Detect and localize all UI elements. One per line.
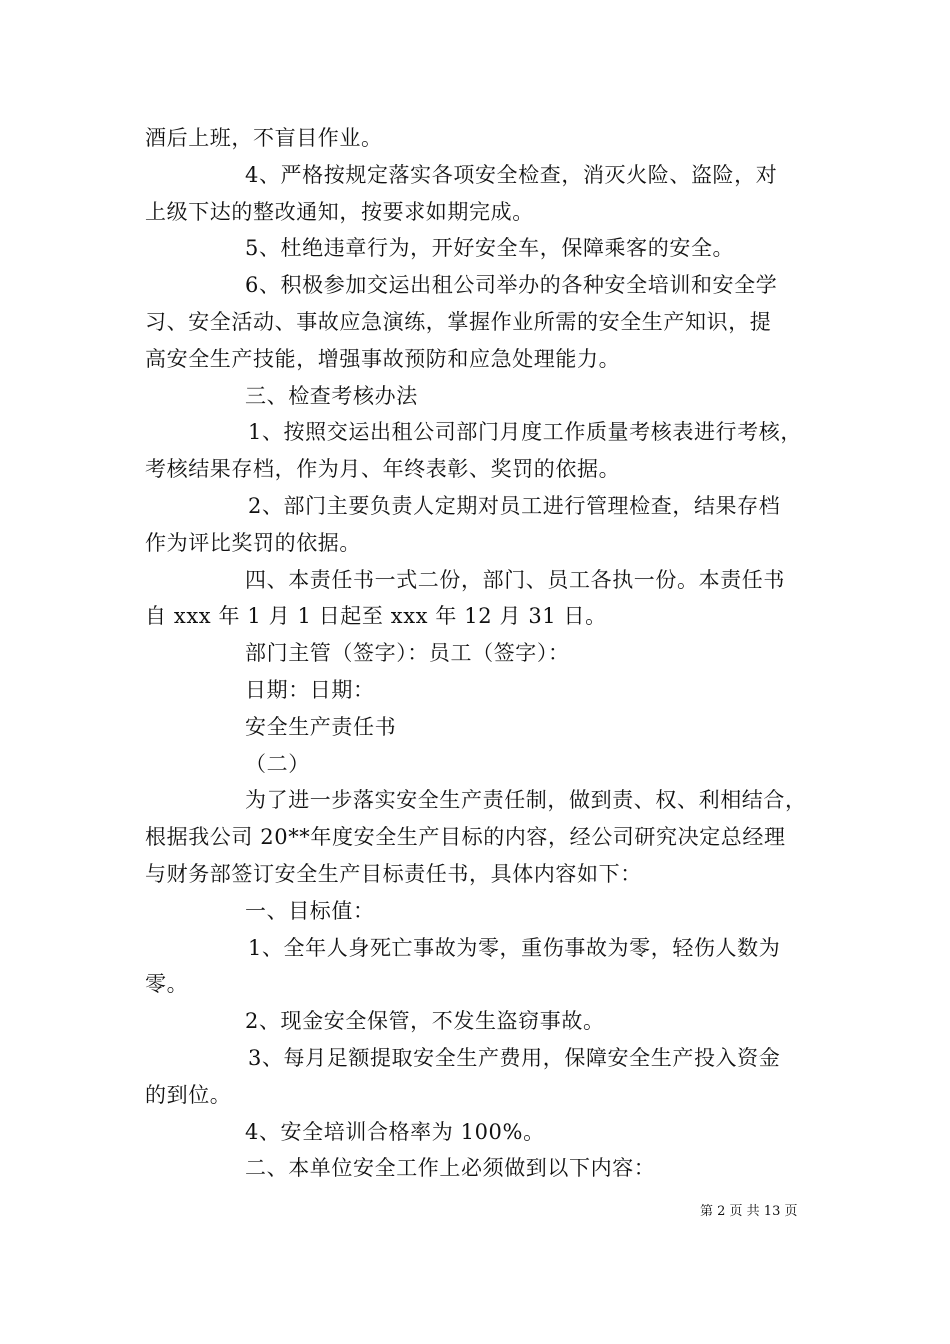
text-line: 上级下达的整改通知，按要求如期完成。	[145, 199, 534, 224]
text-line: 与财务部签订安全生产目标责任书，具体内容如下：	[145, 861, 642, 886]
text-line: 的到位。	[145, 1082, 232, 1107]
section-number: （二）	[245, 751, 310, 776]
text-line: 4、安全培训合格率为 100%。	[245, 1119, 545, 1144]
date-line: 日期：日期：	[245, 677, 375, 702]
text-line: 1、全年人身死亡事故为零，重伤事故为零，轻伤人数为	[248, 935, 781, 960]
text-line: 根据我公司 20**年度安全生产目标的内容，经公司研究决定总经理	[145, 825, 786, 850]
text-line: 为了进一步落实安全生产责任制，做到责、权、利相结合，	[245, 788, 807, 813]
section-heading: 三、检查考核办法	[245, 383, 418, 408]
signature-line: 部门主管（签字）：员工（签字）：	[245, 641, 570, 666]
section-heading: 二、本单位安全工作上必须做到以下内容：	[245, 1156, 656, 1181]
text-line: 酒后上班，不盲目作业。	[145, 126, 383, 150]
text-line: 2、部门主要负责人定期对员工进行管理检查，结果存档	[248, 493, 781, 518]
text-line: 四、本责任书一式二份，部门、员工各执一份。本责任书	[245, 567, 785, 592]
text-line: 2、现金安全保管，不发生盗窃事故。	[245, 1009, 605, 1034]
text-line: 零。	[145, 972, 189, 997]
document-title: 安全生产责任书	[245, 714, 397, 739]
text-line: 自 xxx 年 1 月 1 日起至 xxx 年 12 月 31 日。	[145, 604, 607, 629]
text-line: 5、杜绝违章行为，开好安全车，保障乘客的安全。	[245, 236, 735, 261]
document-body	[145, 120, 810, 1187]
page-number: 第 2 页 共 13 页	[700, 1204, 798, 1219]
text-line: 1、按照交运出租公司部门月度工作质量考核表进行考核，	[248, 420, 802, 445]
text-line: 6、积极参加交运出租公司举办的各种安全培训和安全学	[245, 273, 778, 298]
section-heading: 一、目标值：	[245, 898, 375, 923]
text-line: 3、每月足额提取安全生产费用，保障安全生产投入资金	[248, 1045, 781, 1070]
text-line: 作为评比奖罚的依据。	[145, 530, 361, 555]
text-line: 考核结果存档，作为月、年终表彰、奖罚的依据。	[145, 457, 621, 482]
text-line: 高安全生产技能，增强事故预防和应急处理能力。	[145, 346, 621, 371]
text-line: 习、安全活动、事故应急演练，掌握作业所需的安全生产知识，提	[145, 309, 772, 334]
text-line: 4、严格按规定落实各项安全检查，消灭火险、盗险，对	[245, 162, 778, 187]
